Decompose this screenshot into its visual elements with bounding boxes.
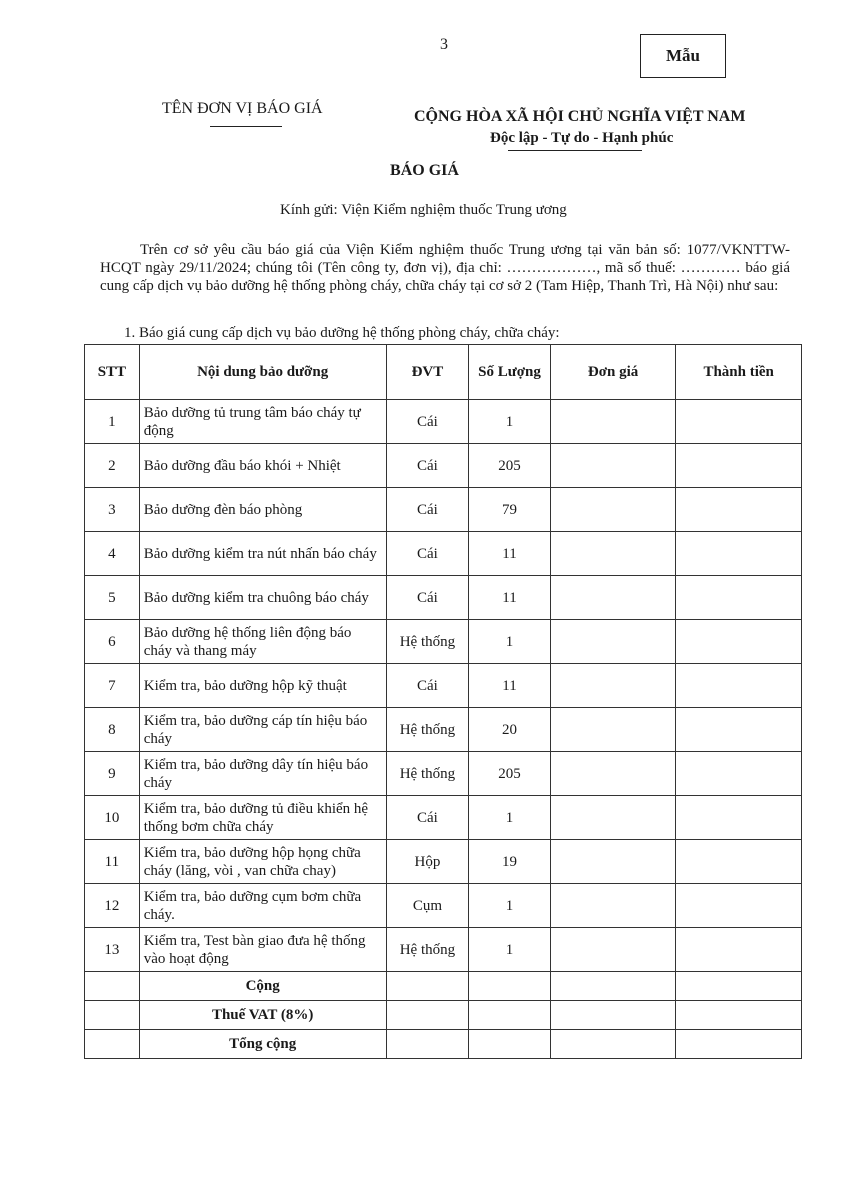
subtotal-label: Cộng — [139, 972, 386, 1001]
cell-quantity: 1 — [469, 796, 551, 840]
cell-unit: Cái — [386, 488, 469, 532]
cell-unit-price — [550, 620, 676, 664]
form-label-box: Mẫu — [640, 34, 726, 78]
cell-empty — [469, 1030, 551, 1059]
cell-empty — [85, 1030, 140, 1059]
unit-underline — [210, 126, 282, 127]
table-row — [85, 532, 802, 576]
cell-empty — [386, 972, 469, 1001]
table-row — [85, 840, 802, 884]
cell-stt: 6 — [85, 620, 140, 664]
cell-amount — [676, 884, 802, 928]
cell-unit-price — [550, 576, 676, 620]
cell-content: Bảo dưỡng hệ thống liên động báo cháy và thang máy — [139, 620, 386, 664]
cell-amount — [676, 796, 802, 840]
cell-empty — [550, 972, 676, 1001]
table-row — [85, 620, 802, 664]
cell-unit: Cái — [386, 532, 469, 576]
section-title: 1. Báo giá cung cấp dịch vụ bảo dưỡng hệ thống phòng cháy, chữa cháy: — [124, 325, 560, 341]
cell-content: Kiểm tra, bảo dưỡng hộp kỹ thuật — [139, 664, 386, 708]
header-stt: STT — [85, 345, 140, 400]
cell-content: Bảo dưỡng đầu báo khói + Nhiệt — [139, 444, 386, 488]
cell-quantity: 205 — [469, 444, 551, 488]
cell-unit: Cái — [386, 796, 469, 840]
cell-quantity: 11 — [469, 664, 551, 708]
cell-empty — [85, 972, 140, 1001]
cell-unit: Hệ thống — [386, 708, 469, 752]
cell-unit: Cái — [386, 576, 469, 620]
cell-stt: 8 — [85, 708, 140, 752]
table-row — [85, 488, 802, 532]
cell-unit: Hộp — [386, 840, 469, 884]
cell-amount — [676, 928, 802, 972]
cell-empty — [550, 1001, 676, 1030]
cell-empty — [550, 1030, 676, 1059]
cell-content: Kiểm tra, bảo dưỡng tủ điều khiển hệ thống bơm chữa cháy — [139, 796, 386, 840]
cell-amount — [676, 444, 802, 488]
motto-underline — [508, 150, 642, 151]
table-row — [85, 664, 802, 708]
cell-empty — [676, 1030, 802, 1059]
cell-unit: Cụm — [386, 884, 469, 928]
cell-quantity: 11 — [469, 576, 551, 620]
cell-content: Kiểm tra, bảo dưỡng cụm bơm chữa cháy. — [139, 884, 386, 928]
cell-unit: Cái — [386, 444, 469, 488]
cell-unit: Cái — [386, 400, 469, 444]
grand-total-row — [85, 1030, 802, 1059]
vat-row — [85, 1001, 802, 1030]
grand-total-label: Tổng cộng — [139, 1030, 386, 1059]
cell-stt: 5 — [85, 576, 140, 620]
cell-content: Bảo dưỡng tủ trung tâm báo cháy tự động — [139, 400, 386, 444]
recipient: Kính gửi: Viện Kiểm nghiệm thuốc Trung ương — [280, 202, 567, 218]
table-row — [85, 444, 802, 488]
cell-unit: Hệ thống — [386, 620, 469, 664]
header-unit-price: Đơn giá — [550, 345, 676, 400]
cell-unit-price — [550, 708, 676, 752]
cell-empty — [85, 1001, 140, 1030]
cell-empty — [386, 1001, 469, 1030]
cell-stt: 11 — [85, 840, 140, 884]
header-content: Nội dung bảo dưỡng — [139, 345, 386, 400]
cell-content: Bảo dưỡng kiểm tra nút nhấn báo cháy — [139, 532, 386, 576]
cell-stt: 4 — [85, 532, 140, 576]
cell-empty — [469, 1001, 551, 1030]
cell-amount — [676, 620, 802, 664]
cell-stt: 12 — [85, 884, 140, 928]
vat-label: Thuế VAT (8%) — [139, 1001, 386, 1030]
cell-quantity: 19 — [469, 840, 551, 884]
table-row — [85, 928, 802, 972]
cell-unit-price — [550, 488, 676, 532]
quotation-table — [84, 344, 802, 1059]
cell-amount — [676, 752, 802, 796]
intro-paragraph: Trên cơ sở yêu cầu báo giá của Viện Kiểm nghiệm thuốc Trung ương tại văn bản số: 1077/VKNTTW-HCQT ngày 29/11/2024; chúng tôi (Tên công ty, đơn vị), địa chỉ: ………………, mã số thuế: ………… báo giá cung cấp dịch vụ bảo dưỡng hệ thống phòng cháy, chữa cháy tại cơ sở 2 (Tam Hiệp, Thanh Trì, Hà Nội) như sau: — [100, 242, 790, 294]
cell-unit-price — [550, 664, 676, 708]
cell-amount — [676, 532, 802, 576]
cell-amount — [676, 488, 802, 532]
cell-quantity: 11 — [469, 532, 551, 576]
cell-empty — [469, 972, 551, 1001]
cell-content: Bảo dưỡng đèn báo phòng — [139, 488, 386, 532]
table-row — [85, 576, 802, 620]
cell-content: Kiểm tra, Test bàn giao đưa hệ thống vào hoạt động — [139, 928, 386, 972]
cell-stt: 9 — [85, 752, 140, 796]
subtotal-row — [85, 972, 802, 1001]
table-row — [85, 796, 802, 840]
cell-unit-price — [550, 400, 676, 444]
cell-empty — [676, 1001, 802, 1030]
cell-unit-price — [550, 532, 676, 576]
cell-stt: 2 — [85, 444, 140, 488]
table-row — [85, 752, 802, 796]
table-header-row — [85, 345, 802, 400]
cell-unit: Hệ thống — [386, 928, 469, 972]
cell-unit-price — [550, 444, 676, 488]
cell-unit-price — [550, 796, 676, 840]
cell-quantity: 1 — [469, 620, 551, 664]
cell-unit-price — [550, 884, 676, 928]
cell-stt: 3 — [85, 488, 140, 532]
cell-content: Bảo dưỡng kiểm tra chuông báo cháy — [139, 576, 386, 620]
table-row — [85, 708, 802, 752]
cell-amount — [676, 664, 802, 708]
header-quantity: Số Lượng — [469, 345, 551, 400]
cell-content: Kiểm tra, bảo dưỡng dây tín hiệu báo cháy — [139, 752, 386, 796]
cell-amount — [676, 400, 802, 444]
cell-unit-price — [550, 752, 676, 796]
motto: Độc lập - Tự do - Hạnh phúc — [490, 130, 674, 146]
nation-title: CỘNG HÒA XÃ HỘI CHỦ NGHĨA VIỆT NAM — [414, 108, 746, 125]
unit-name: TÊN ĐƠN VỊ BÁO GIÁ — [162, 100, 323, 117]
cell-content: Kiểm tra, bảo dưỡng cáp tín hiệu báo cháy — [139, 708, 386, 752]
cell-amount — [676, 576, 802, 620]
cell-quantity: 79 — [469, 488, 551, 532]
cell-amount — [676, 708, 802, 752]
cell-empty — [386, 1030, 469, 1059]
cell-content: Kiểm tra, bảo dưỡng hộp họng chữa cháy (lăng, vòi , van chữa chay) — [139, 840, 386, 884]
cell-quantity: 1 — [469, 884, 551, 928]
cell-unit-price — [550, 928, 676, 972]
cell-quantity: 1 — [469, 400, 551, 444]
cell-empty — [676, 972, 802, 1001]
cell-stt: 13 — [85, 928, 140, 972]
cell-unit: Hệ thống — [386, 752, 469, 796]
header-unit: ĐVT — [386, 345, 469, 400]
table-row — [85, 400, 802, 444]
document-title: BÁO GIÁ — [390, 162, 459, 179]
header-amount: Thành tiền — [676, 345, 802, 400]
cell-quantity: 20 — [469, 708, 551, 752]
cell-stt: 1 — [85, 400, 140, 444]
cell-unit: Cái — [386, 664, 469, 708]
cell-quantity: 205 — [469, 752, 551, 796]
page-number: 3 — [440, 36, 448, 53]
cell-quantity: 1 — [469, 928, 551, 972]
cell-stt: 7 — [85, 664, 140, 708]
table-row — [85, 884, 802, 928]
cell-unit-price — [550, 840, 676, 884]
cell-stt: 10 — [85, 796, 140, 840]
cell-amount — [676, 840, 802, 884]
